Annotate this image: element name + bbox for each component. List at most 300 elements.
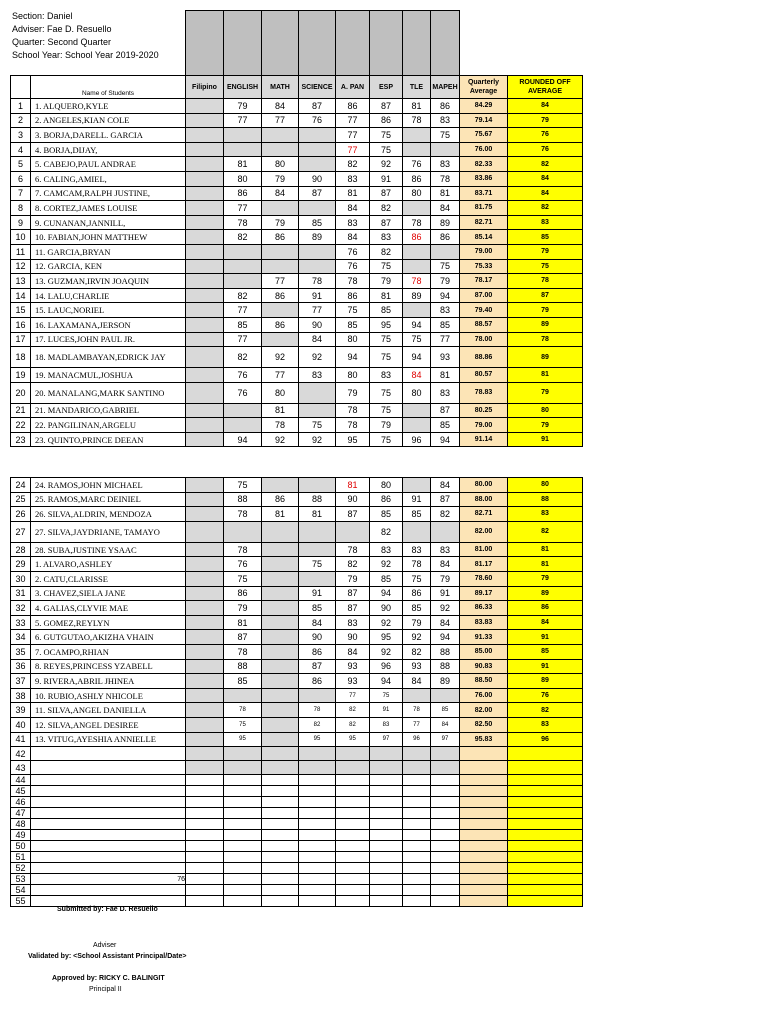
quarterly-average-cell: 91.33 — [460, 630, 508, 645]
quarterly-average-cell: 82.71 — [460, 215, 508, 230]
grade-cell: 84 — [431, 557, 460, 572]
grade-cell — [336, 775, 370, 786]
grade-cell: 75 — [370, 259, 403, 274]
grade-cell — [224, 830, 262, 841]
blank-row — [11, 885, 583, 896]
rounded-average-cell: 85 — [508, 644, 583, 659]
grade-cell: 83 — [370, 368, 403, 383]
student-name: 17. LUCES,JOHN PAUL JR. — [31, 332, 186, 347]
row-number: 11 — [11, 244, 31, 259]
student-name: 1. ALVARO,ASHLEY — [31, 557, 186, 572]
grade-cell: 80 — [336, 368, 370, 383]
grade-cell — [224, 874, 262, 885]
student-name: 10. FABIAN,JOHN MATTHEW — [31, 230, 186, 245]
grade-cell — [336, 896, 370, 907]
rounded-average-cell: 80 — [508, 478, 583, 493]
grade-cell — [336, 863, 370, 874]
grade-cell: 77 — [224, 303, 262, 318]
grade-cell — [431, 863, 460, 874]
grade-cell — [224, 688, 262, 703]
grade-cell — [370, 819, 403, 830]
grade-cell: 95 — [224, 732, 262, 747]
grade-cell — [186, 819, 224, 830]
row-number: 50 — [11, 841, 31, 852]
row-number: 27 — [11, 521, 31, 542]
grade-cell: 76 — [403, 157, 431, 172]
grade-cell: 77 — [403, 717, 431, 732]
grade-cell — [262, 542, 299, 557]
grade-cell: 96 — [403, 732, 431, 747]
grade-cell — [299, 688, 336, 703]
student-name: 24. RAMOS,JOHN MICHAEL — [31, 478, 186, 493]
grade-cell: 75 — [403, 332, 431, 347]
rounded-average-cell: 83 — [508, 215, 583, 230]
grade-cell: 82 — [370, 521, 403, 542]
grade-cell: 80 — [403, 186, 431, 201]
grade-cell — [186, 113, 224, 128]
row-number: 30 — [11, 571, 31, 586]
grade-cell — [186, 601, 224, 616]
grade-cell: 96 — [370, 659, 403, 674]
grade-cell — [299, 874, 336, 885]
quarterly-average-cell — [460, 819, 508, 830]
grade-cell: 81 — [370, 288, 403, 303]
grade-cell: 78 — [403, 557, 431, 572]
student-name: 5. GOMEZ,REYLYN — [31, 615, 186, 630]
student-row — [11, 432, 583, 447]
grade-cell — [224, 259, 262, 274]
grade-cell — [186, 885, 224, 896]
quarterly-average-cell — [460, 841, 508, 852]
grade-cell — [186, 259, 224, 274]
student-row — [11, 418, 583, 433]
grade-cell: 78 — [431, 171, 460, 186]
student-name: 9. RIVERA,ABRIL JHINEA — [31, 674, 186, 689]
grade-cell — [262, 775, 299, 786]
grade-cell: 92 — [262, 432, 299, 447]
grades-table-2 — [10, 477, 583, 907]
grade-cell — [186, 274, 224, 289]
grade-cell — [299, 201, 336, 216]
grade-cell: 79 — [431, 571, 460, 586]
grade-cell: 79 — [431, 274, 460, 289]
grade-cell: 94 — [336, 347, 370, 368]
grade-cell: 94 — [431, 288, 460, 303]
grade-cell: 87 — [299, 186, 336, 201]
grade-cell — [186, 542, 224, 557]
row-number: 3 — [11, 128, 31, 143]
grade-cell: 85 — [370, 507, 403, 522]
row-number: 47 — [11, 808, 31, 819]
student-row — [11, 274, 583, 289]
rounded-average-cell — [508, 797, 583, 808]
grade-cell — [186, 703, 224, 718]
grade-cell: 83 — [403, 542, 431, 557]
grade-cell — [336, 808, 370, 819]
grade-cell: 85 — [336, 317, 370, 332]
quarterly-average-cell: 76.00 — [460, 142, 508, 157]
grade-cell — [262, 863, 299, 874]
student-name: 9. CUNANAN,JANNILL, — [31, 215, 186, 230]
grade-cell: 91 — [403, 492, 431, 507]
student-row — [11, 507, 583, 522]
grade-cell — [403, 142, 431, 157]
student-name: 7. OCAMPO,RHIAN — [31, 644, 186, 659]
student-row — [11, 571, 583, 586]
quarterly-average-cell — [460, 874, 508, 885]
grade-cell — [431, 808, 460, 819]
grade-cell: 95 — [370, 317, 403, 332]
grade-cell: 86 — [299, 674, 336, 689]
student-name — [31, 841, 186, 852]
grade-cell: 77 — [224, 201, 262, 216]
row-number: 15 — [11, 303, 31, 318]
grade-cell: 77 — [431, 332, 460, 347]
grade-cell — [186, 852, 224, 863]
grade-cell: 84 — [403, 674, 431, 689]
grade-cell — [224, 863, 262, 874]
grade-cell — [299, 542, 336, 557]
grade-cell: 83 — [431, 303, 460, 318]
grade-cell — [186, 382, 224, 403]
quarterly-average-cell: 90.83 — [460, 659, 508, 674]
grade-cell — [403, 797, 431, 808]
rounded-average-cell: 91 — [508, 630, 583, 645]
row-number: 51 — [11, 852, 31, 863]
quarterly-average-cell: 85.14 — [460, 230, 508, 245]
grade-cell: 78 — [224, 215, 262, 230]
row-number: 10 — [11, 230, 31, 245]
grade-cell: 75 — [299, 557, 336, 572]
grade-cell — [262, 244, 299, 259]
grade-cell — [262, 259, 299, 274]
grade-cell: 92 — [370, 644, 403, 659]
school-year-label: School Year: School Year 2019-2020 — [12, 50, 159, 60]
grade-cell: 76 — [224, 368, 262, 383]
rounded-average-cell — [508, 808, 583, 819]
quarterly-average-cell: 79.40 — [460, 303, 508, 318]
row-number: 1 — [11, 99, 31, 114]
quarterly-average-cell: 78.17 — [460, 274, 508, 289]
gray-cell — [370, 11, 403, 76]
blank-row — [11, 761, 583, 775]
grade-cell: 95 — [299, 732, 336, 747]
rounded-average-cell: 84 — [508, 186, 583, 201]
grade-cell — [299, 157, 336, 172]
grade-cell — [186, 332, 224, 347]
grade-cell — [299, 852, 336, 863]
grade-cell — [403, 201, 431, 216]
grade-cell — [186, 317, 224, 332]
grade-cell — [262, 586, 299, 601]
quarterly-average-cell: 78.83 — [460, 382, 508, 403]
top-gray-block — [185, 10, 460, 76]
grade-cell: 82 — [224, 347, 262, 368]
grade-cell: 93 — [336, 674, 370, 689]
grade-cell — [403, 478, 431, 493]
grade-cell — [299, 841, 336, 852]
grade-cell — [224, 761, 262, 775]
grade-cell: 86 — [336, 288, 370, 303]
grade-cell — [262, 557, 299, 572]
grade-cell: 82 — [403, 644, 431, 659]
grade-cell: 89 — [431, 215, 460, 230]
student-name: 26. SILVA,ALDRIN, MENDOZA — [31, 507, 186, 522]
grade-cell: 78 — [299, 274, 336, 289]
grade-cell: 79 — [224, 601, 262, 616]
grade-cell — [299, 571, 336, 586]
grade-cell: 83 — [336, 171, 370, 186]
row-number: 24 — [11, 478, 31, 493]
student-row — [11, 542, 583, 557]
quarterly-average-cell: 91.14 — [460, 432, 508, 447]
quarterly-average-cell: 78.60 — [460, 571, 508, 586]
grade-cell: 75 — [403, 571, 431, 586]
student-name — [31, 775, 186, 786]
grade-cell: 78 — [403, 215, 431, 230]
grade-cell — [299, 775, 336, 786]
grade-cell: 92 — [431, 601, 460, 616]
student-name: 2. CATU,CLARISSE — [31, 571, 186, 586]
grade-cell: 77 — [336, 142, 370, 157]
grade-cell: 86 — [431, 99, 460, 114]
rounded-average-cell: 84 — [508, 99, 583, 114]
gray-cell — [299, 11, 336, 76]
grade-cell: 91 — [431, 586, 460, 601]
grade-cell: 88 — [224, 659, 262, 674]
grade-cell: 91 — [370, 703, 403, 718]
rounded-average-cell: 89 — [508, 674, 583, 689]
grade-cell: 84 — [431, 717, 460, 732]
row-number: 8 — [11, 201, 31, 216]
rounded-average-cell — [508, 775, 583, 786]
grade-cell — [403, 259, 431, 274]
rounded-average-cell — [508, 819, 583, 830]
grade-cell — [403, 874, 431, 885]
row-number: 26 — [11, 507, 31, 522]
quarterly-average-cell — [460, 747, 508, 761]
grade-cell — [186, 230, 224, 245]
rounded-average-cell: 88 — [508, 492, 583, 507]
quarterly-average-cell: 81.00 — [460, 542, 508, 557]
grade-cell: 77 — [299, 303, 336, 318]
grade-cell: 88 — [224, 492, 262, 507]
grade-cell: 79 — [403, 615, 431, 630]
student-row — [11, 630, 583, 645]
grade-cell: 80 — [224, 171, 262, 186]
student-name: 5. CABEJO,PAUL ANDRAE — [31, 157, 186, 172]
grade-cell: 87 — [336, 586, 370, 601]
grade-cell: 89 — [403, 288, 431, 303]
grade-cell — [262, 797, 299, 808]
quarterly-average-cell: 79.00 — [460, 244, 508, 259]
grade-cell — [431, 885, 460, 896]
grade-cell — [186, 432, 224, 447]
blank-row — [11, 786, 583, 797]
grade-cell: 84 — [336, 230, 370, 245]
student-name — [31, 896, 186, 907]
grade-cell — [403, 841, 431, 852]
quarterly-average-cell: 86.33 — [460, 601, 508, 616]
grade-cell: 76 — [336, 244, 370, 259]
grade-cell: 84 — [431, 615, 460, 630]
grade-cell: 93 — [431, 347, 460, 368]
grade-cell — [224, 142, 262, 157]
grade-cell: 87 — [370, 99, 403, 114]
grade-cell: 86 — [370, 492, 403, 507]
row-number: 44 — [11, 775, 31, 786]
quarter-label: Quarter: Second Quarter — [12, 37, 112, 47]
rounded-average-cell: 79 — [508, 244, 583, 259]
grade-cell — [336, 819, 370, 830]
student-name: 13. VITUG,AYESHIA ANNIELLE — [31, 732, 186, 747]
grade-cell: 85 — [431, 418, 460, 433]
grade-cell — [262, 674, 299, 689]
student-name: 16. LAXAMANA,JERSON — [31, 317, 186, 332]
grade-cell — [186, 142, 224, 157]
grade-cell — [403, 403, 431, 418]
grade-cell — [186, 557, 224, 572]
grade-cell — [431, 830, 460, 841]
grade-cell — [403, 418, 431, 433]
row-number: 45 — [11, 786, 31, 797]
grade-cell — [299, 478, 336, 493]
student-name: 3. BORJA,DARELL. GARCIA — [31, 128, 186, 143]
quarterly-average-cell: 81.17 — [460, 557, 508, 572]
quarterly-average-cell — [460, 797, 508, 808]
grade-cell: 78 — [403, 703, 431, 718]
student-row — [11, 368, 583, 383]
grade-cell — [299, 896, 336, 907]
grade-cell: 78 — [224, 644, 262, 659]
grade-cell: 85 — [299, 601, 336, 616]
student-name: 6. GUTGUTAO,AKIZHA VHAIN — [31, 630, 186, 645]
grade-cell — [299, 521, 336, 542]
grade-cell: 78 — [224, 507, 262, 522]
grade-cell: 81 — [224, 615, 262, 630]
grade-cell — [262, 896, 299, 907]
grade-cell: 94 — [403, 347, 431, 368]
row-number: 52 — [11, 863, 31, 874]
blank-row — [11, 797, 583, 808]
grade-cell — [186, 644, 224, 659]
student-name — [31, 863, 186, 874]
grade-cell: 79 — [336, 382, 370, 403]
grade-cell: 79 — [370, 418, 403, 433]
student-name: 14. LALU,CHARLIE — [31, 288, 186, 303]
grade-cell — [299, 259, 336, 274]
grade-cell — [224, 274, 262, 289]
grade-cell: 79 — [262, 171, 299, 186]
student-name — [31, 885, 186, 896]
grade-cell — [403, 819, 431, 830]
student-row — [11, 201, 583, 216]
row-number: 4 — [11, 142, 31, 157]
student-row — [11, 601, 583, 616]
grade-cell — [431, 761, 460, 775]
grade-cell — [224, 885, 262, 896]
grade-cell — [299, 142, 336, 157]
quarterly-average-cell: 80.25 — [460, 403, 508, 418]
grade-cell — [262, 717, 299, 732]
grade-cell — [262, 703, 299, 718]
grade-cell: 80 — [370, 478, 403, 493]
grade-cell — [262, 478, 299, 493]
quarterly-average-cell: 85.00 — [460, 644, 508, 659]
row-number: 28 — [11, 542, 31, 557]
rounded-average-cell: 79 — [508, 571, 583, 586]
blank-row — [11, 852, 583, 863]
col-filipino: Filipino — [186, 76, 224, 99]
grade-cell — [186, 347, 224, 368]
grade-cell: 77 — [224, 113, 262, 128]
grade-cell: 81 — [336, 186, 370, 201]
grade-cell — [336, 761, 370, 775]
grade-cell: 83 — [299, 368, 336, 383]
row-number: 25 — [11, 492, 31, 507]
quarterly-average-cell — [460, 896, 508, 907]
rounded-average-cell — [508, 885, 583, 896]
rounded-average-cell: 81 — [508, 368, 583, 383]
row-number: 18 — [11, 347, 31, 368]
grade-cell: 77 — [224, 332, 262, 347]
student-row — [11, 492, 583, 507]
adviser-footer-label: Adviser — [93, 942, 117, 949]
row-number: 53 — [11, 874, 31, 885]
section-label: Section: Daniel — [12, 11, 73, 21]
grade-cell — [431, 747, 460, 761]
rounded-average-cell: 76 — [508, 142, 583, 157]
grade-cell — [186, 786, 224, 797]
grade-cell — [431, 852, 460, 863]
row-number: 31 — [11, 586, 31, 601]
col-science: SCIENCE — [299, 76, 336, 99]
grade-cell — [299, 830, 336, 841]
grade-cell: 91 — [299, 288, 336, 303]
rounded-average-cell — [508, 747, 583, 761]
grade-cell: 95 — [336, 732, 370, 747]
grade-cell: 87 — [370, 215, 403, 230]
rounded-average-cell: 79 — [508, 382, 583, 403]
grade-cell — [186, 747, 224, 761]
grade-cell: 79 — [262, 215, 299, 230]
grade-cell — [403, 863, 431, 874]
grade-cell: 81 — [431, 186, 460, 201]
row-number: 16 — [11, 317, 31, 332]
row-number: 42 — [11, 747, 31, 761]
grade-cell — [186, 157, 224, 172]
row-number: 23 — [11, 432, 31, 447]
grade-cell: 75 — [431, 259, 460, 274]
student-name: 22. PANGILINAN,ARGELU — [31, 418, 186, 433]
grade-cell — [186, 171, 224, 186]
row-number: 13 — [11, 274, 31, 289]
rounded-average-cell — [508, 786, 583, 797]
grade-cell: 87 — [336, 507, 370, 522]
grade-cell: 85 — [403, 601, 431, 616]
grade-cell: 77 — [262, 113, 299, 128]
quarterly-average-cell: 80.00 — [460, 478, 508, 493]
grade-cell: 78 — [224, 703, 262, 718]
student-name: 8. CORTEZ,JAMES LOUISE — [31, 201, 186, 216]
grade-cell — [403, 761, 431, 775]
grade-cell: 85 — [431, 703, 460, 718]
student-row — [11, 332, 583, 347]
student-name — [31, 797, 186, 808]
grade-cell — [336, 852, 370, 863]
grade-cell — [186, 775, 224, 786]
student-row — [11, 659, 583, 674]
